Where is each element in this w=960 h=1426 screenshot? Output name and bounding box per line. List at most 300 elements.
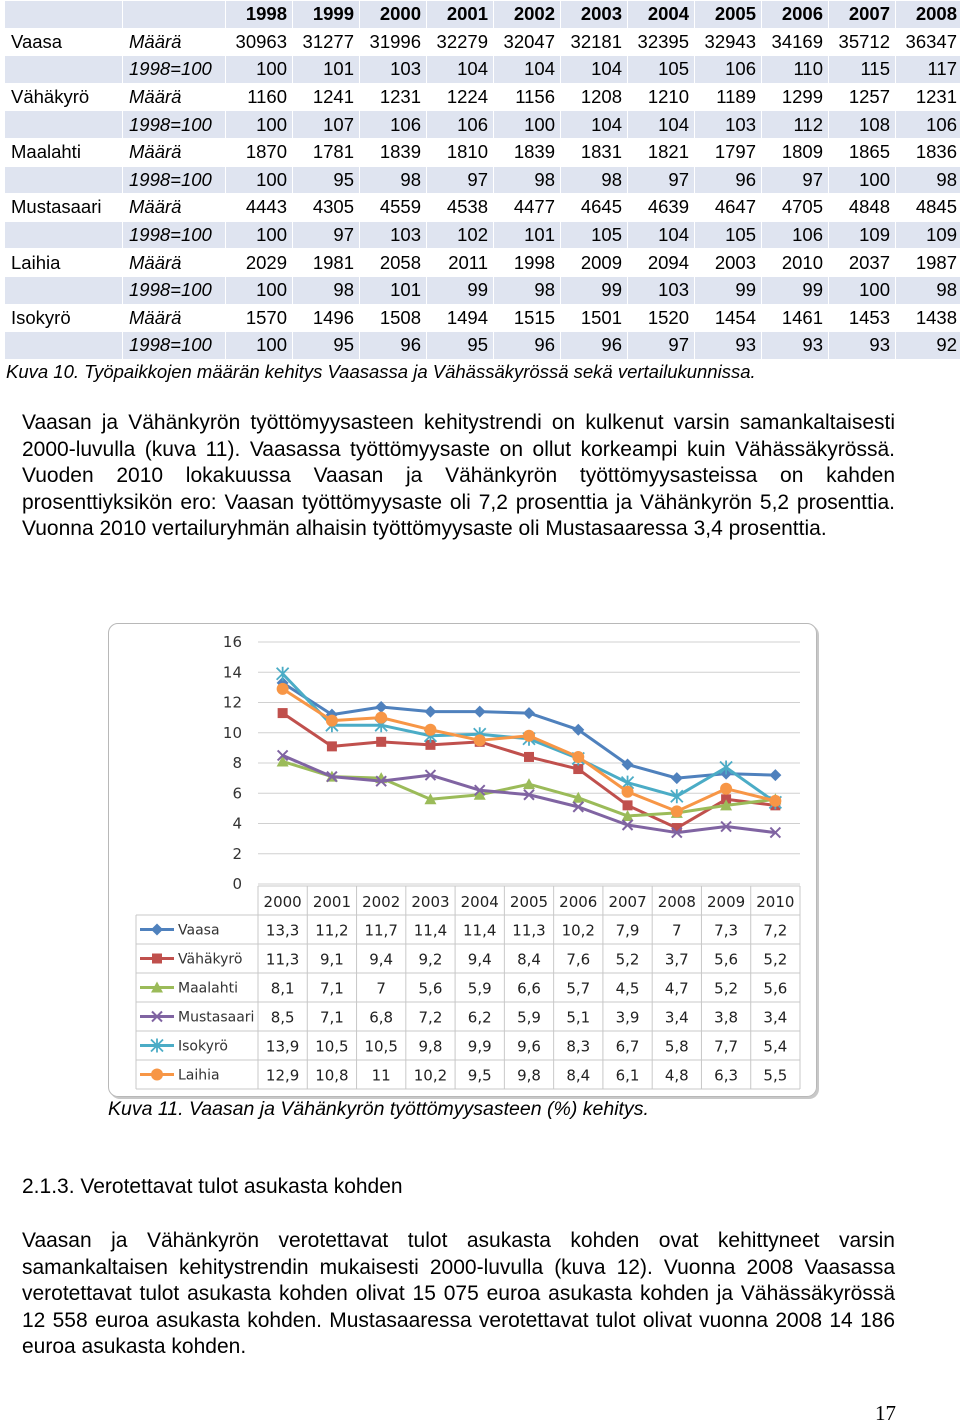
place-cell: Vaasa (5, 28, 123, 56)
value-cell: 95 (427, 332, 494, 360)
table-row (5, 83, 960, 111)
value-cell: 2009 (561, 249, 628, 277)
value-cell: 96 (360, 332, 427, 360)
value-cell: 1781 (293, 138, 360, 166)
data-point (277, 667, 289, 681)
legend-label: Mustasaari (178, 1010, 254, 1026)
year-header: 2007 (829, 1, 896, 29)
data-label: 3,4 (763, 1009, 787, 1027)
data-label: 9,6 (517, 1038, 541, 1056)
value-cell: 104 (427, 56, 494, 84)
year-header: 2000 (360, 1, 427, 29)
place-cell (5, 221, 123, 249)
value-cell: 1189 (695, 83, 762, 111)
place-cell (5, 332, 123, 360)
value-cell: 96 (695, 166, 762, 194)
data-label: 5,6 (763, 980, 787, 998)
data-point (152, 954, 162, 964)
data-point (151, 1069, 163, 1081)
value-cell: 100 (829, 276, 896, 304)
year-header: 2003 (561, 1, 628, 29)
legend-label: Maalahti (178, 981, 238, 997)
data-point (720, 783, 732, 795)
data-point (376, 737, 386, 747)
value-cell: 4845 (896, 194, 960, 222)
data-label: 9,8 (419, 1038, 443, 1056)
value-cell: 1810 (427, 138, 494, 166)
x-tick-label: 2007 (608, 893, 646, 911)
year-header: 2008 (896, 1, 960, 29)
data-label: 9,4 (369, 951, 393, 969)
y-tick-label: 16 (223, 633, 242, 651)
series-laihia (277, 683, 782, 818)
value-cell: 1257 (829, 83, 896, 111)
value-cell: 112 (762, 111, 829, 139)
value-cell: 1831 (561, 138, 628, 166)
value-cell: 32047 (494, 28, 561, 56)
value-cell: 1210 (628, 83, 695, 111)
legend-label: Vaasa (178, 923, 220, 939)
value-cell: 93 (695, 332, 762, 360)
table-row (5, 111, 960, 139)
table-row (5, 304, 960, 332)
value-cell: 1987 (896, 249, 960, 277)
value-cell: 1299 (762, 83, 829, 111)
y-tick-label: 10 (223, 724, 242, 742)
data-label: 5,2 (714, 980, 738, 998)
table-row (5, 166, 960, 194)
value-cell: 93 (829, 332, 896, 360)
value-cell: 97 (427, 166, 494, 194)
data-point (671, 805, 683, 817)
value-cell: 1839 (360, 138, 427, 166)
value-cell: 1520 (628, 304, 695, 332)
value-cell: 99 (762, 276, 829, 304)
data-label: 6,7 (616, 1038, 640, 1056)
paragraph-taxable-income: Vaasan ja Vähänkyrön verotettavat tulot asukasta kohden ovat kehittyneet varsin samankaltaisen kehitystrendin mukaisesti 2000-luvulla (kuva 12). Vuonna 2008 Vaasassa verotettavat tulot asukasta kohden olivat 15 075 euroa asukasta kohden ja Vähässäkyrössä 12 558 euroa asukasta kohden. Mustasaaressa verotettavat tulot olivat vuonna 2008 14 186 euroa asukasta kohden. (22, 1228, 895, 1361)
value-cell: 96 (561, 332, 628, 360)
value-cell: 2094 (628, 249, 695, 277)
value-cell: 104 (561, 111, 628, 139)
data-label: 11,3 (266, 951, 299, 969)
data-label: 9,1 (320, 951, 344, 969)
data-point (474, 734, 486, 746)
legend-label: Laihia (178, 1068, 220, 1084)
data-label: 3,9 (616, 1009, 640, 1027)
measure-cell: 1998=100 (123, 56, 226, 84)
data-label: 4,5 (616, 980, 640, 998)
data-label: 7 (672, 922, 682, 940)
year-header: 2004 (628, 1, 695, 29)
value-cell: 106 (896, 111, 960, 139)
data-label: 13,3 (266, 922, 299, 940)
data-label: 9,9 (468, 1038, 492, 1056)
value-cell: 1821 (628, 138, 695, 166)
data-label: 6,2 (468, 1009, 492, 1027)
value-cell: 1501 (561, 304, 628, 332)
value-cell: 2058 (360, 249, 427, 277)
value-cell: 1461 (762, 304, 829, 332)
value-cell: 2003 (695, 249, 762, 277)
value-cell: 103 (360, 221, 427, 249)
measure-cell: Määrä (123, 83, 226, 111)
data-label: 10,8 (315, 1067, 348, 1085)
value-cell: 100 (226, 221, 293, 249)
data-point (623, 800, 633, 810)
data-point (572, 751, 584, 763)
data-label: 13,9 (266, 1038, 299, 1056)
value-cell: 4848 (829, 194, 896, 222)
value-cell: 99 (695, 276, 762, 304)
data-label: 7,7 (714, 1038, 738, 1056)
legend-label: Vähäkyrö (178, 952, 242, 968)
value-cell: 100 (494, 111, 561, 139)
data-label: 11,4 (463, 922, 496, 940)
y-tick-label: 0 (232, 875, 242, 893)
value-cell: 95 (293, 332, 360, 360)
y-tick-label: 12 (223, 694, 242, 712)
value-cell: 4305 (293, 194, 360, 222)
x-tick-label: 2009 (707, 893, 745, 911)
value-cell: 100 (226, 166, 293, 194)
data-label: 7,9 (616, 922, 640, 940)
value-cell: 1508 (360, 304, 427, 332)
value-cell: 106 (762, 221, 829, 249)
y-tick-label: 4 (232, 815, 242, 833)
value-cell: 32279 (427, 28, 494, 56)
place-cell: Laihia (5, 249, 123, 277)
data-label: 7,2 (419, 1009, 443, 1027)
data-label: 11,2 (315, 922, 348, 940)
value-cell: 97 (762, 166, 829, 194)
data-point (622, 786, 634, 798)
data-label: 7 (376, 980, 386, 998)
data-label: 5,2 (616, 951, 640, 969)
legend-label: Isokyrö (178, 1039, 228, 1055)
data-point (671, 772, 683, 784)
y-tick-label: 2 (232, 845, 242, 863)
data-label: 9,8 (517, 1067, 541, 1085)
value-cell: 107 (293, 111, 360, 139)
value-cell: 103 (360, 56, 427, 84)
header-blank (5, 1, 123, 29)
value-cell: 1570 (226, 304, 293, 332)
value-cell: 97 (293, 221, 360, 249)
year-header: 2005 (695, 1, 762, 29)
data-label: 3,7 (665, 951, 689, 969)
x-tick-label: 2010 (756, 893, 794, 911)
value-cell: 105 (695, 221, 762, 249)
value-cell: 4645 (561, 194, 628, 222)
value-cell: 4443 (226, 194, 293, 222)
x-tick-label: 2003 (411, 893, 449, 911)
series-mustasaari (278, 750, 781, 837)
data-label: 5,8 (665, 1038, 689, 1056)
value-cell: 1438 (896, 304, 960, 332)
data-label: 7,1 (320, 980, 344, 998)
data-label: 3,4 (665, 1009, 689, 1027)
value-cell: 97 (628, 332, 695, 360)
series-vähäkyrö (278, 708, 781, 833)
data-point (424, 724, 436, 736)
table-row (5, 221, 960, 249)
table-row (5, 28, 960, 56)
place-cell (5, 276, 123, 304)
value-cell: 1453 (829, 304, 896, 332)
value-cell: 4538 (427, 194, 494, 222)
data-label: 5,6 (419, 980, 443, 998)
data-label: 9,2 (419, 951, 443, 969)
year-header: 1999 (293, 1, 360, 29)
value-cell: 100 (226, 276, 293, 304)
paragraph-unemployment: Vaasan ja Vähänkyrön työttömyysasteen kehitystrendi on kulkenut varsin samankaltaisesti 2000-luvulla (kuva 11). Vaasassa työttömyysaste on ollut korkeampi kuin Vähässäkyrössä. Vuoden 2010 lokakuussa Vaasan ja Vähänkyrön työttömyysasteissa on kahden prosenttiyksikön ero: Vaasan työttömyysaste oli 7,2 prosenttia ja Vähänkyrön 5,2 prosenttia. Vuonna 2010 vertailuryhmän alhaisin työttömyysaste oli Mustasaaressa 3,4 prosenttia. (22, 410, 895, 543)
value-cell: 97 (628, 166, 695, 194)
year-header: 2002 (494, 1, 561, 29)
value-cell: 109 (896, 221, 960, 249)
table-row (5, 249, 960, 277)
data-label: 5,7 (566, 980, 590, 998)
value-cell: 1998 (494, 249, 561, 277)
data-point (769, 769, 781, 781)
data-label: 9,4 (468, 951, 492, 969)
value-cell: 104 (628, 111, 695, 139)
table-row (5, 332, 960, 360)
measure-cell: Määrä (123, 249, 226, 277)
data-label: 6,6 (517, 980, 541, 998)
data-point (474, 706, 486, 718)
data-point (524, 752, 534, 762)
value-cell: 98 (561, 166, 628, 194)
value-cell: 101 (494, 221, 561, 249)
table-header-row (5, 1, 960, 29)
y-tick-label: 14 (223, 663, 242, 681)
value-cell: 98 (360, 166, 427, 194)
value-cell: 98 (896, 276, 960, 304)
year-header: 1998 (226, 1, 293, 29)
data-point (573, 764, 583, 774)
header-blank (123, 1, 226, 29)
value-cell: 32181 (561, 28, 628, 56)
value-cell: 98 (494, 276, 561, 304)
value-cell: 1231 (360, 83, 427, 111)
data-point (327, 741, 337, 751)
value-cell: 2010 (762, 249, 829, 277)
value-cell: 99 (561, 276, 628, 304)
value-cell: 106 (360, 111, 427, 139)
data-label: 10,2 (562, 922, 595, 940)
value-cell: 1494 (427, 304, 494, 332)
value-cell: 100 (226, 56, 293, 84)
value-cell: 31996 (360, 28, 427, 56)
data-label: 6,8 (369, 1009, 393, 1027)
data-label: 10,2 (414, 1067, 447, 1085)
data-label: 8,1 (271, 980, 295, 998)
place-cell: Maalahti (5, 138, 123, 166)
value-cell: 115 (829, 56, 896, 84)
measure-cell: 1998=100 (123, 221, 226, 249)
value-cell: 32395 (628, 28, 695, 56)
value-cell: 103 (628, 276, 695, 304)
measure-cell: Määrä (123, 138, 226, 166)
data-label: 5,5 (763, 1067, 787, 1085)
data-point (375, 712, 387, 724)
value-cell: 109 (829, 221, 896, 249)
value-cell: 92 (896, 332, 960, 360)
data-label: 5,6 (714, 951, 738, 969)
data-label: 8,4 (566, 1067, 590, 1085)
data-label: 6,3 (714, 1067, 738, 1085)
value-cell: 102 (427, 221, 494, 249)
value-cell: 106 (695, 56, 762, 84)
value-cell: 95 (293, 166, 360, 194)
value-cell: 96 (494, 332, 561, 360)
measure-cell: Määrä (123, 304, 226, 332)
place-cell (5, 166, 123, 194)
chart-svg (108, 623, 817, 1097)
value-cell: 104 (561, 56, 628, 84)
value-cell: 1836 (896, 138, 960, 166)
data-point (720, 761, 732, 775)
value-cell: 117 (896, 56, 960, 84)
value-cell: 1454 (695, 304, 762, 332)
data-label: 11,3 (512, 922, 545, 940)
data-label: 9,5 (468, 1067, 492, 1085)
value-cell: 4477 (494, 194, 561, 222)
data-point (424, 706, 436, 718)
x-tick-label: 2004 (461, 893, 499, 911)
value-cell: 2029 (226, 249, 293, 277)
page-number: 17 (875, 1401, 896, 1426)
value-cell: 34169 (762, 28, 829, 56)
data-label: 3,8 (714, 1009, 738, 1027)
data-label: 5,2 (763, 951, 787, 969)
value-cell: 35712 (829, 28, 896, 56)
value-cell: 101 (360, 276, 427, 304)
place-cell (5, 111, 123, 139)
y-tick-label: 6 (232, 784, 242, 802)
data-label: 7,6 (566, 951, 590, 969)
value-cell: 103 (695, 111, 762, 139)
y-tick-label: 8 (232, 754, 242, 772)
data-label: 11,7 (364, 922, 397, 940)
value-cell: 104 (628, 221, 695, 249)
value-cell: 4647 (695, 194, 762, 222)
value-cell: 1797 (695, 138, 762, 166)
value-cell: 1981 (293, 249, 360, 277)
data-label: 8,3 (566, 1038, 590, 1056)
figure-10-caption: Kuva 10. Työpaikkojen määrän kehitys Vaasassa ja Vähässäkyrössä sekä vertailukunnissa. (6, 361, 756, 383)
measure-cell: 1998=100 (123, 332, 226, 360)
place-cell: Vähäkyrö (5, 83, 123, 111)
data-label: 11 (372, 1067, 391, 1085)
value-cell: 1870 (226, 138, 293, 166)
data-label: 5,4 (763, 1038, 787, 1056)
value-cell: 100 (829, 166, 896, 194)
data-label: 6,1 (616, 1067, 640, 1085)
x-tick-label: 2005 (510, 893, 548, 911)
data-label: 7,2 (763, 922, 787, 940)
measure-cell: Määrä (123, 194, 226, 222)
data-label: 8,5 (271, 1009, 295, 1027)
value-cell: 100 (226, 111, 293, 139)
data-label: 5,1 (566, 1009, 590, 1027)
value-cell: 1515 (494, 304, 561, 332)
data-label: 4,7 (665, 980, 689, 998)
table-row (5, 194, 960, 222)
data-point (769, 795, 781, 807)
place-cell: Isokyrö (5, 304, 123, 332)
measure-cell: Määrä (123, 28, 226, 56)
unemployment-chart (108, 623, 817, 1097)
value-cell: 104 (494, 56, 561, 84)
table-row (5, 138, 960, 166)
data-label: 8,4 (517, 951, 541, 969)
measure-cell: 1998=100 (123, 166, 226, 194)
value-cell: 4705 (762, 194, 829, 222)
year-header: 2006 (762, 1, 829, 29)
data-point (523, 707, 535, 719)
figure-11-caption: Kuva 11. Vaasan ja Vähänkyrön työttömyysasteen (%) kehitys. (108, 1098, 649, 1121)
value-cell: 36347 (896, 28, 960, 56)
data-label: 7,3 (714, 922, 738, 940)
value-cell: 106 (427, 111, 494, 139)
data-point (278, 708, 288, 718)
data-point (523, 730, 535, 742)
data-point (326, 715, 338, 727)
value-cell: 31277 (293, 28, 360, 56)
data-label: 10,5 (315, 1038, 348, 1056)
value-cell: 1160 (226, 83, 293, 111)
data-label: 10,5 (364, 1038, 397, 1056)
value-cell: 108 (829, 111, 896, 139)
value-cell: 30963 (226, 28, 293, 56)
value-cell: 98 (896, 166, 960, 194)
x-tick-label: 2001 (313, 893, 351, 911)
measure-cell: 1998=100 (123, 111, 226, 139)
value-cell: 4559 (360, 194, 427, 222)
x-tick-label: 2000 (264, 893, 302, 911)
value-cell: 110 (762, 56, 829, 84)
value-cell: 98 (293, 276, 360, 304)
data-label: 5,9 (517, 1009, 541, 1027)
value-cell: 1809 (762, 138, 829, 166)
table-row (5, 276, 960, 304)
year-header: 2001 (427, 1, 494, 29)
value-cell: 105 (628, 56, 695, 84)
x-tick-label: 2006 (559, 893, 597, 911)
value-cell: 1496 (293, 304, 360, 332)
value-cell: 1231 (896, 83, 960, 111)
place-cell: Mustasaari (5, 194, 123, 222)
value-cell: 1865 (829, 138, 896, 166)
value-cell: 2037 (829, 249, 896, 277)
data-label: 12,9 (266, 1067, 299, 1085)
section-heading: 2.1.3. Verotettavat tulot asukasta kohden (22, 1175, 403, 1199)
value-cell: 100 (226, 332, 293, 360)
place-cell (5, 56, 123, 84)
data-point (277, 683, 289, 695)
x-tick-label: 2008 (658, 893, 696, 911)
table-row (5, 56, 960, 84)
value-cell: 101 (293, 56, 360, 84)
data-label: 7,1 (320, 1009, 344, 1027)
employment-table (4, 0, 960, 360)
measure-cell: 1998=100 (123, 276, 226, 304)
data-point (151, 924, 163, 936)
value-cell: 32943 (695, 28, 762, 56)
value-cell: 1241 (293, 83, 360, 111)
value-cell: 4639 (628, 194, 695, 222)
